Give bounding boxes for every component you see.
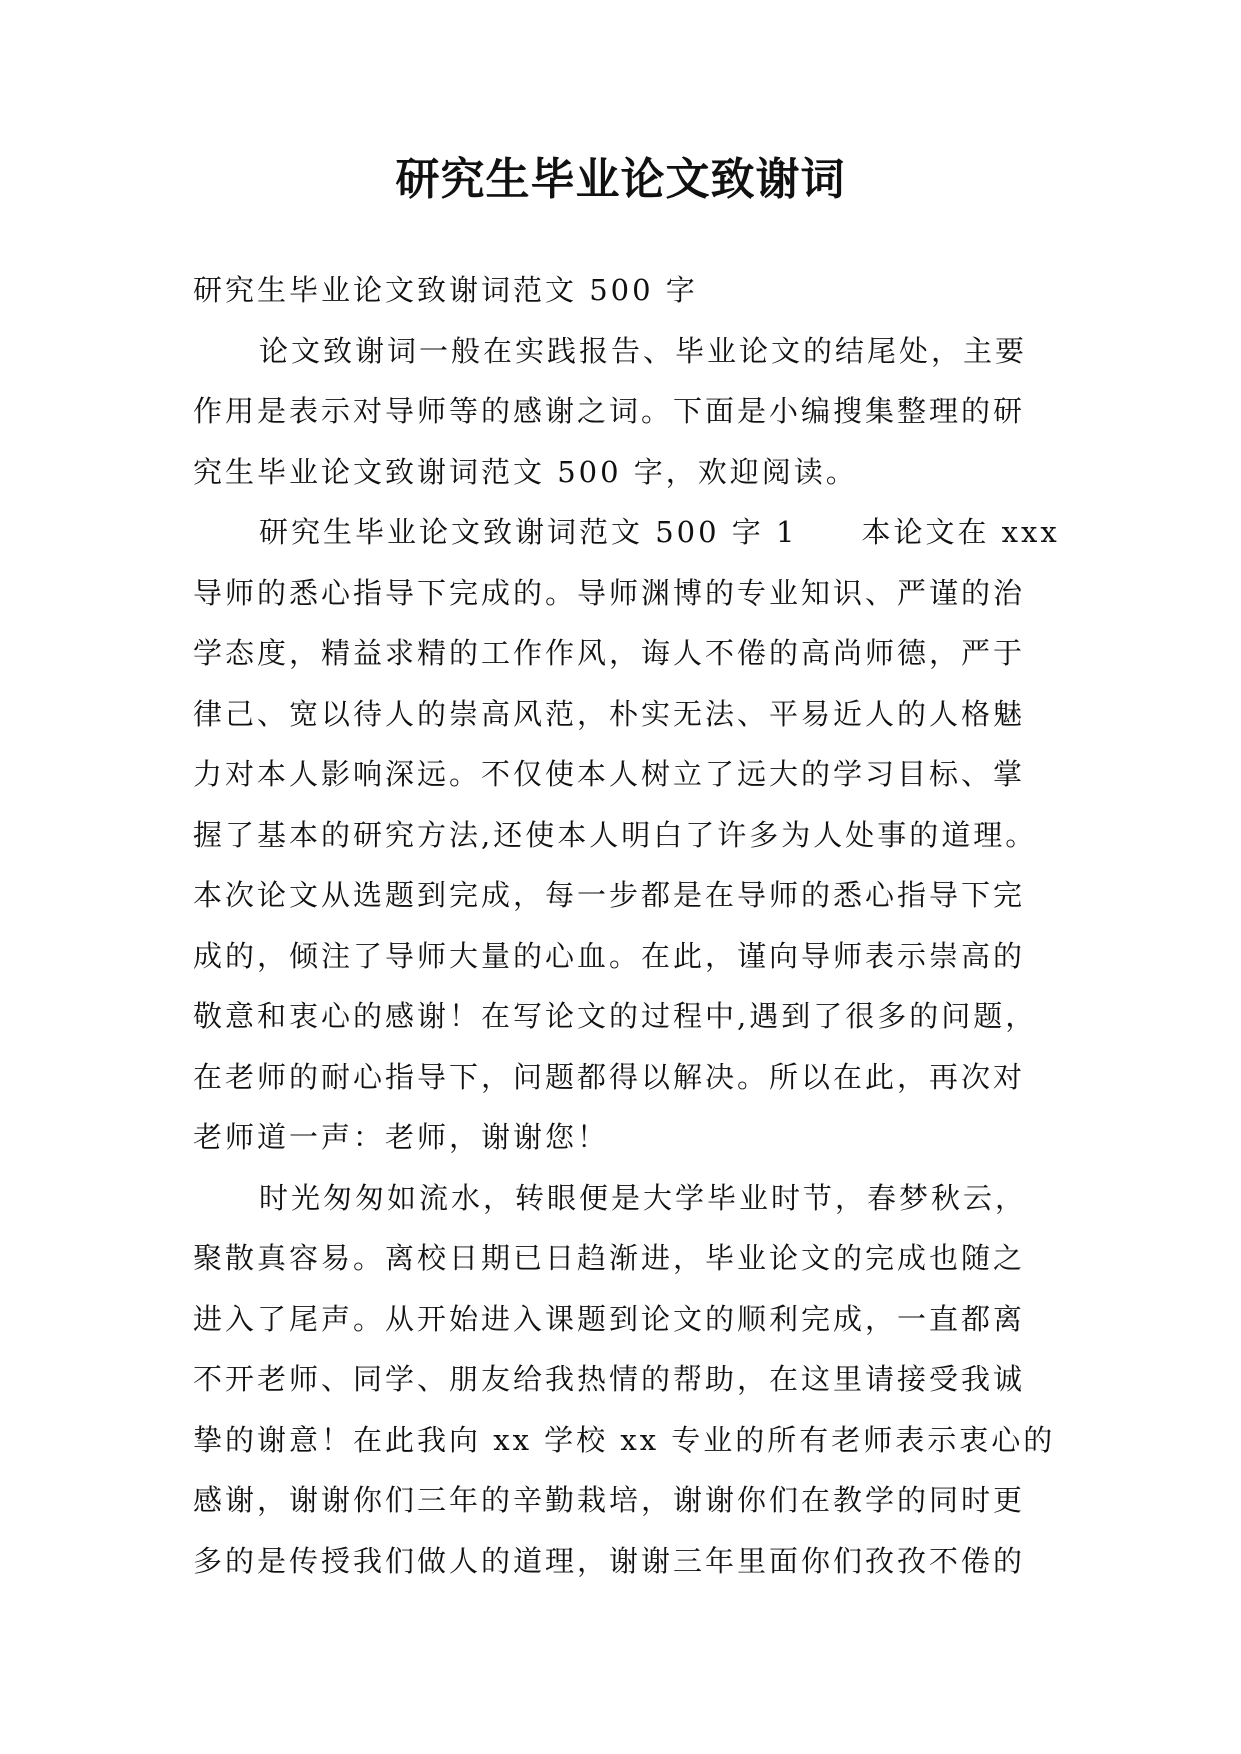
paragraph-line: 作用是表示对导师等的感谢之词。下面是小编搜集整理的研	[193, 394, 1026, 428]
paragraph-line: 在老师的耐心指导下，问题都得以解决。所以在此，再次对	[193, 1059, 1026, 1094]
paragraph-line: 论文致谢词一般在实践报告、毕业论文的结尾处，主要	[259, 333, 1028, 368]
paragraph-line: 学态度，精益求精的工作作风，诲人不倦的高尚师德，严于	[193, 636, 1026, 670]
paragraph-line: 感谢，谢谢你们三年的辛勤栽培，谢谢你们在教学的同时更	[193, 1483, 1026, 1517]
paragraph-line: 不开老师、同学、朋友给我热情的帮助，在这里请接受我诚	[193, 1362, 1026, 1396]
paragraph-line: 本次论文从选题到完成，每一步都是在导师的悉心指导下完	[193, 878, 1026, 912]
paragraph-line: 究生毕业论文致谢词范文 500 字，欢迎阅读。	[193, 454, 858, 489]
subtitle-line: 研究生毕业论文致谢词范文 500 字	[193, 273, 698, 307]
paragraph-line: 挚的谢意！在此我向 xx 学校 xx 专业的所有老师表示衷心的	[193, 1422, 1056, 1457]
paragraph-line: 多的是传授我们做人的道理，谢谢三年里面你们孜孜不倦的	[193, 1543, 1026, 1578]
paragraph-line: 力对本人影响深远。不仅使本人树立了远大的学习目标、掌	[193, 757, 1026, 791]
paragraph-line: 聚散真容易。离校日期已日趋渐进，毕业论文的完成也随之	[193, 1241, 1026, 1275]
document-title: 研究生毕业论文致谢词	[395, 154, 846, 205]
paragraph-line: 时光匆匆如流水，转眼便是大学毕业时节，春梦秋云，	[259, 1180, 1028, 1215]
paragraph-line: 进入了尾声。从开始进入课题到论文的顺利完成，一直都离	[193, 1301, 1026, 1336]
paragraph-line: 老师道一声：老师，谢谢您！	[193, 1120, 610, 1154]
paragraph-line: 成的，倾注了导师大量的心血。在此，谨向导师表示崇高的	[193, 938, 1026, 973]
paragraph-line: 敬意和衷心的感谢！在写论文的过程中,遇到了很多的问题，	[193, 999, 1038, 1033]
paragraph-line: 导师的悉心指导下完成的。导师渊博的专业知识、严谨的治	[193, 575, 1026, 610]
paragraph-line: 握了基本的研究方法,还使本人明白了许多为人处事的道理。	[193, 817, 1038, 852]
paragraph-line: 律己、宽以待人的崇高风范，朴实无法、平易近人的人格魅	[193, 696, 1026, 731]
document-body	[193, 260, 1060, 1591]
paragraph-line: 研究生毕业论文致谢词范文 500 字 1 本论文在 xxx	[259, 515, 1060, 549]
